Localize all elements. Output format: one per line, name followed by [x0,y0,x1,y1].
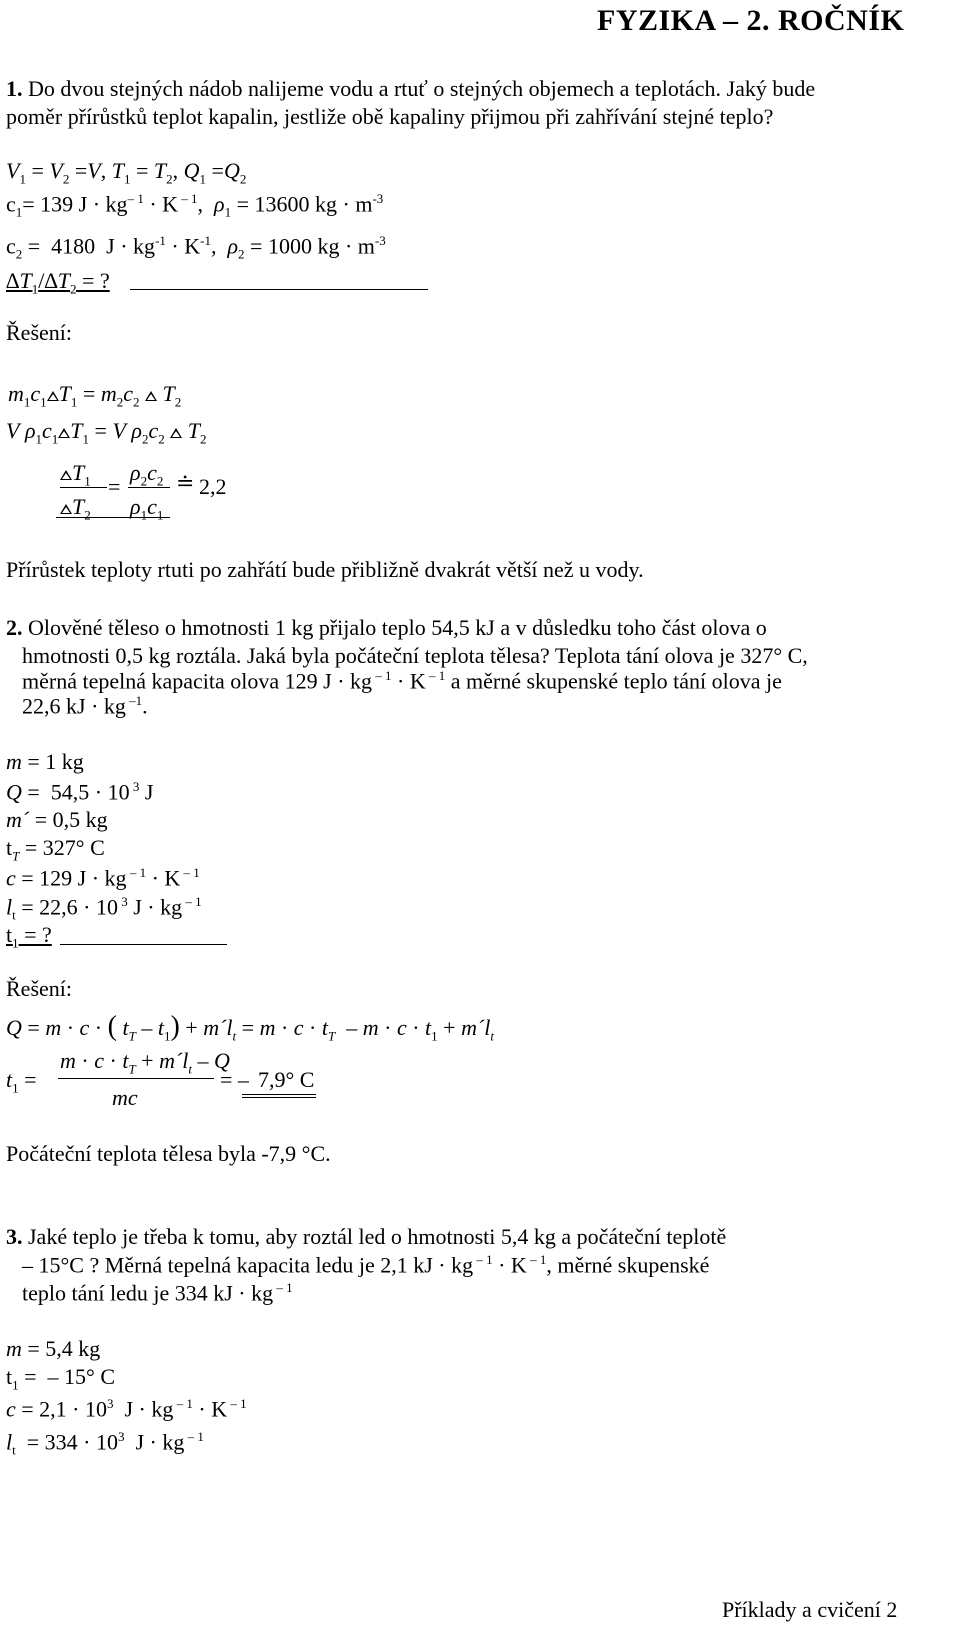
problem-text-line: Do dvou stejných nádob nalijeme vodu a rtuť o stejných objemech a teplotách. Jaký bude [28,76,816,101]
page-title: FYZIKA – 2. ROČNÍK [597,4,905,37]
result-equals: = – [220,1067,249,1092]
given-line: c = 129 J · kg $^{- 1}$ · K $^{- 1}$ [6,865,200,891]
fraction-numerator: $T_1$ [60,462,91,487]
problem-1-text [6,78,815,100]
given-line: m´ = 0,5 kg [6,807,108,832]
unknown-line: $t_1$ = ? [6,922,52,951]
problem-number: 3. [6,1224,23,1249]
given-line: $t_1$ = – 15° C [6,1364,116,1393]
given-line: Q = 54,5 · 10 $^3$ J [6,779,154,805]
problem-text-part: 22,6 kJ [22,693,86,719]
approx-sign: ≐ [176,470,195,495]
problem-text-line: poměr přírůstků teplot kapalin, jestliže obě kapaliny přijmou při zahřívání stejné teplo? [6,104,774,129]
ratio-result: 2,2 [199,474,227,499]
given-line: $l_t = 22,6 \cdot 10$ $^3$ J · kg $^{- 1}$ [6,894,202,923]
problem-number: 2. [6,615,23,640]
page-footer: Příklady a cvičení 2 [722,1597,898,1622]
fraction-denominator: $\rho_1c_1$ [130,494,164,523]
problem-text-line: Jaké teplo je třeba k tomu, aby roztál led o hmotnosti 5,4 kg a počáteční teplotě [28,1224,727,1249]
equals-sign: = [108,474,121,499]
problem-text-part: měrná tepelná kapacita olova 129 J [22,668,332,694]
fraction-bar [58,1078,214,1079]
given-line: $V_1 = V_2 =V$, $T_1 = T_2$, $Q_1 =Q_2$ [6,158,247,187]
unknown-underline [60,944,227,945]
fraction-bar [60,487,107,488]
given-line: $t_T = 327^\circ$ C [6,835,105,864]
problem-text-line: teplo tání ledu je 334 kJ · kg $^{- 1}$ [22,1280,293,1306]
fraction-denominator: $T_2$ [60,496,91,521]
given-line: $c_1= 139$ $J \cdot kg^{- 1} \cdot K$ $^{- 1}$, $\rho_1 = 13600$ kg · $m^{-3}$ [6,191,384,220]
problem-text-line: – 15°C ? Měrná tepelná kapacita ledu je 2,1 kJ · kg $^{- 1}$ · K $^{- 1}$, měrné skupenské [22,1252,710,1278]
unknown-underline [130,289,428,290]
fraction-numerator: $m \cdot c \cdot t_T$ + $m´l_t$ – Q [60,1048,230,1077]
problem-text-part: teplo tání ledu je 334 kJ [22,1280,233,1306]
given-line: $l_t = 334 \cdot 10^3$ J · kg $^{- 1}$ [6,1429,204,1458]
problem-2-text [6,617,767,639]
given-line: m = 1 kg [6,749,84,774]
conclusion: Přírůstek teploty rtuti po zahřátí bude přibližně dvakrát větší než u vody. [6,557,644,582]
equation-line: Q = m · c · ( $t_T - t_1$) + $m´l_t = m \cdot c \cdot t_T - m \cdot c \cdot t_1$ + $m´l_t$ [6,1011,495,1044]
solution-label: Řešení: [6,320,72,345]
given-line: $c_2 = 4180$ $J \cdot kg^{-1} \cdot K^{-1}$, $\rho_2 = 1000$ kg · $m^{-3}$ [6,233,386,262]
problem-text-line: 22,6 kJ · kg $^{-1}$. [22,693,148,719]
fraction-bar [128,487,170,488]
given-line: $c = 2,1 \cdot 10^3$ J · kg $^{- 1}$ · K $^{- 1}$ [6,1396,247,1422]
solution-label: Řešení: [6,976,72,1001]
problem-text-part: a měrné skupenské teplo tání olova je [450,668,782,694]
equation-line: $m_1c_1$ $T_1 = m_2c_2$ $T_2$ [8,381,182,410]
conclusion: Počáteční teplota tělesa byla -7,9 °C. [6,1141,331,1166]
equation-line: V $\rho_1c_1$ $T_1 = V$ $\rho_2c_2$ $T_2$ [6,418,207,447]
given-line: m = 5,4 kg [6,1336,101,1361]
unknown-line: $\Delta T_1/\Delta T_2$ = ? [6,268,110,297]
problem-number: 1. [6,76,23,101]
result-double-underline [242,1094,316,1098]
fraction-numerator: $\rho_2c_2$ [130,460,164,489]
problem-text-part: , měrné skupenské [546,1252,710,1278]
problem-text-part: – 15°C ? Měrná tepelná kapacita ledu je 2,1 kJ [22,1252,433,1278]
fraction-denominator: mc [112,1085,138,1110]
result-value: 7,9° C [258,1067,315,1092]
result-underline [56,517,170,518]
problem-text-line: hmotnosti 0,5 kg roztála. Jaká byla počáteční teplota tělesa? Teplota tání olova je 327° C, [22,643,808,668]
problem-3-text [6,1226,726,1248]
equation-lhs: $t_1$ = [6,1067,37,1096]
problem-text-line: Olověné těleso o hmotnosti 1 kg přijalo teplo 54,5 kJ a v důsledku toho část olova o [28,615,767,640]
problem-text-line: měrná tepelná kapacita olova 129 J · kg $^{- 1}$ · K $^{- 1}$ a měrné skupenské teplo tání olova je [22,668,782,694]
